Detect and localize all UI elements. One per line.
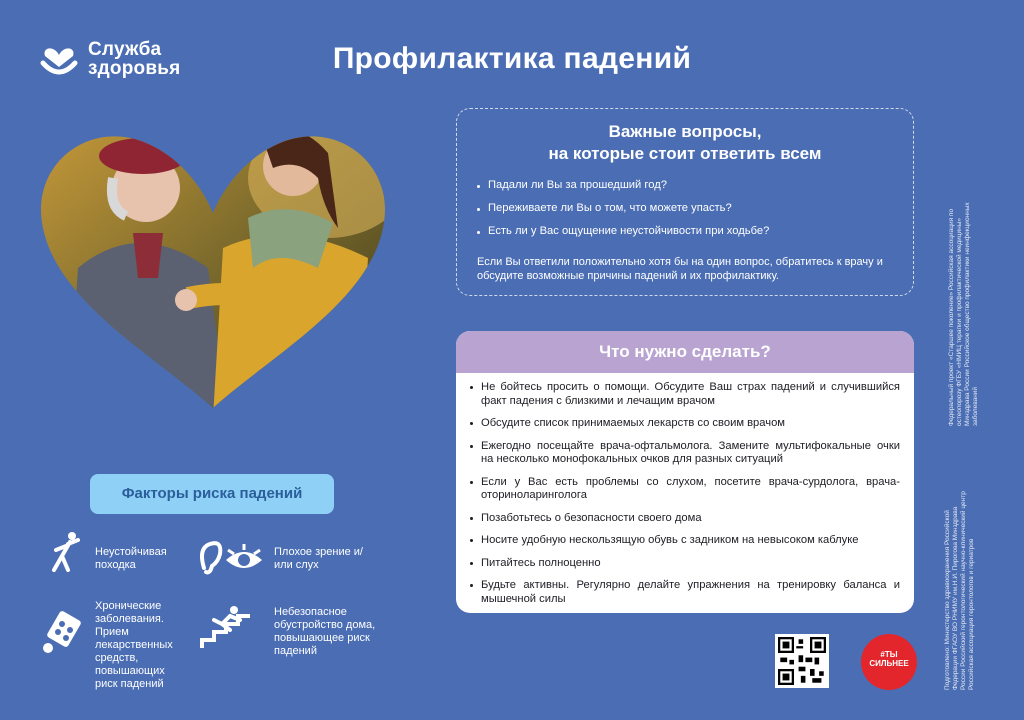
questions-box [456, 108, 914, 296]
ear-eye-icon [196, 538, 266, 582]
list-item: Переживаете ли Вы о том, что можете упасть? [477, 202, 769, 214]
list-item: Обсудите список принимаемых лекарств со своим врачом [470, 417, 900, 431]
list-item: Питайтесь полноценно [470, 557, 900, 571]
list-item: Ежегодно посещайте врача-офтальмолога. Замените мультифокальные очки на несколько монофокальных очков для разных ситуаций [470, 440, 900, 467]
logo-line2: здоровья [88, 58, 181, 79]
list-item: Носите удобную нескользящую обувь с задником на невысоком каблуке [470, 534, 900, 548]
todo-list [456, 373, 914, 606]
todo-box [456, 331, 914, 613]
list-item: Есть ли у Вас ощущение неустойчивости при ходьбе? [477, 225, 769, 237]
campaign-badge: #ТЫ СИЛЬНЕЕ [861, 634, 917, 690]
stairs-fall-icon [200, 606, 260, 650]
pills-icon [40, 610, 84, 654]
list-item: Позаботьтесь о безопасности своего дома [470, 512, 900, 526]
list-item: Будьте активны. Регулярно делайте упражнения на тренировку баланса и мышечной силы [470, 579, 900, 606]
list-item: Не бойтесь просить о помощи. Обсудите Ваш страх падений и случившийся факт падения с близкими и лечащим врачом [470, 381, 900, 408]
page-title: Профилактика падений [332, 42, 692, 75]
list-item: Падали ли Вы за прошедший год? [477, 179, 769, 191]
side-text-bottom: Подготовлено: Министерство здравоохранения Российской Федерации ФГАОУ ВО РНИМУ им.Н.И. Пирогова Минздрава России Российский геронтологический научно-клинический центр Российская ассоциация геронтологов и гериатров [944, 491, 975, 690]
risk-text-2: Плохое зрение и/или слух [274, 546, 363, 571]
todo-title: Что нужно сделать? [456, 331, 914, 373]
risk-text-1: Неустойчивая походка [95, 546, 167, 571]
logo-line1: Служба [88, 39, 162, 60]
questions-note: Если Вы ответили положительно хотя бы на один вопрос, обратитесь к врачу и обсудите возможные причины падений и их профилактику. [477, 256, 883, 282]
questions-title: Важные вопросы, на которые стоит ответить всем [548, 122, 822, 163]
risk-text-3: Хронические заболевания. Прием лекарственных средств, повышающих риск падений [95, 600, 173, 690]
list-item: Если у Вас есть проблемы со слухом, посетите врача-сурдолога, врача-оториноларинголога [470, 476, 900, 503]
questions-list [477, 179, 769, 248]
heart-photo [38, 118, 388, 418]
unsteady-walk-icon [42, 530, 86, 574]
risk-title: Факторы риска падений [90, 474, 334, 514]
qr-code [775, 634, 829, 688]
risk-text-4: Небезопасное обустройство дома, повышающее риск падений [274, 606, 376, 657]
side-text-top: Федеральный проект «Старшее поколение» Российская ассоциация по остеопорозу ФГБУ «НМИЦ терапии и профилактической медицины» Минздрава России Российское общество профилактики неинфекционных заболеваний [948, 202, 979, 426]
